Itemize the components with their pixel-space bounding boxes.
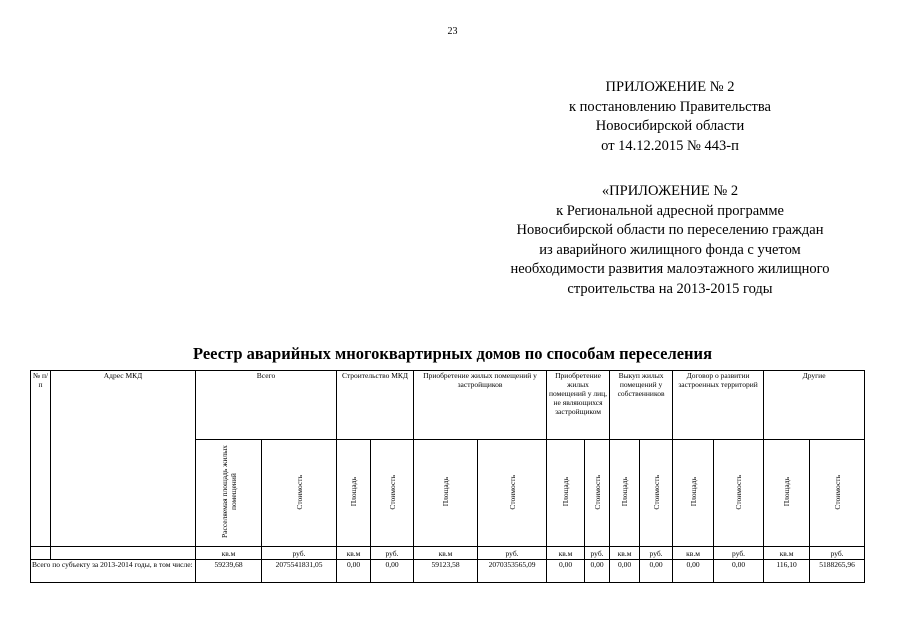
sub-header-cost bbox=[585, 440, 610, 547]
group-header-buyout-owners: Выкуп жилых помещений у собственников bbox=[610, 371, 673, 440]
total-cell: 59239,68 bbox=[196, 560, 262, 583]
sub-header-area bbox=[673, 440, 714, 547]
page-number: 23 bbox=[447, 26, 458, 37]
total-cell: 0,00 bbox=[547, 560, 585, 583]
sub-header-area-text: Площадь bbox=[349, 477, 358, 507]
total-row bbox=[31, 560, 865, 583]
sub-header-cost bbox=[714, 440, 764, 547]
sub-header-area bbox=[196, 440, 262, 547]
unit-cell: руб. bbox=[478, 547, 547, 560]
appendix-program-line: из аварийного жилищного фонда с учетом bbox=[539, 241, 801, 258]
sub-header-cost bbox=[640, 440, 673, 547]
total-cell: 0,00 bbox=[640, 560, 673, 583]
total-cell: 0,00 bbox=[585, 560, 610, 583]
sub-header-cost-text: Стоимость bbox=[651, 474, 661, 510]
unit-cell: кв.м bbox=[196, 547, 262, 560]
sub-header-cost bbox=[478, 440, 547, 547]
unit-cell: руб. bbox=[585, 547, 610, 560]
sub-header-area-text: Площадь bbox=[688, 477, 698, 507]
sub-header-area-text: Площадь bbox=[561, 477, 571, 507]
sub-header-area-text: Площадь bbox=[441, 477, 451, 507]
sub-header-cost bbox=[810, 440, 865, 547]
unit-cell: руб. bbox=[262, 547, 337, 560]
sub-header-area-text: Площадь bbox=[782, 477, 792, 507]
sub-header-cost-text: Стоимость bbox=[734, 474, 744, 510]
group-header-purchase-developers: Приобретение жилых помещений у застройщиков bbox=[414, 371, 547, 440]
total-cell: 59123,58 bbox=[414, 560, 478, 583]
unit-cell: кв.м bbox=[547, 547, 585, 560]
appendix-program-line: «ПРИЛОЖЕНИЕ № 2 bbox=[601, 183, 739, 199]
unit-cell: кв.м bbox=[764, 547, 810, 560]
sub-header-area-text: Расселяемая площадь жилых помещений bbox=[219, 445, 238, 539]
total-cell: 2070353565,09 bbox=[478, 560, 547, 583]
unit-cell: кв.м bbox=[610, 547, 640, 560]
total-cell: 0,00 bbox=[610, 560, 640, 583]
total-row-label: Всего по субъекту за 2013-2014 годы, в том числе: bbox=[31, 560, 196, 583]
sub-header-area bbox=[337, 440, 371, 547]
total-cell: 0,00 bbox=[714, 560, 764, 583]
sub-header-cost-text: Стоимость bbox=[294, 474, 304, 510]
appendix-decree-heading bbox=[470, 78, 870, 156]
sub-header-cost-text: Стоимость bbox=[387, 474, 397, 510]
column-header-address: Адрес МКД bbox=[51, 371, 196, 547]
column-header-number: № п/п bbox=[31, 371, 51, 547]
group-header-purchase-non-developers: Приобретение жилых помещений у лиц, не являющихся застройщиком bbox=[547, 371, 610, 440]
sub-header-cost bbox=[371, 440, 414, 547]
appendix-decree-line: к постановлению Правительства bbox=[569, 98, 771, 115]
unit-cell: руб. bbox=[640, 547, 673, 560]
sub-header-area bbox=[414, 440, 478, 547]
total-cell: 0,00 bbox=[673, 560, 714, 583]
total-cell: 2075541831,05 bbox=[262, 560, 337, 583]
total-cell: 0,00 bbox=[337, 560, 371, 583]
group-header-development-agreement: Договор о развитии застроенных территорий bbox=[673, 371, 764, 440]
units-row bbox=[31, 547, 865, 560]
total-cell: 0,00 bbox=[371, 560, 414, 583]
group-header-construction: Строительство МКД bbox=[337, 371, 414, 440]
appendix-decree-line: ПРИЛОЖЕНИЕ № 2 bbox=[605, 79, 735, 95]
units-cell-empty bbox=[51, 547, 196, 560]
unit-cell: руб. bbox=[714, 547, 764, 560]
sub-header-area bbox=[547, 440, 585, 547]
appendix-program-line: к Региональной адресной программе bbox=[556, 202, 784, 219]
units-cell-empty bbox=[31, 547, 51, 560]
appendix-program-line: необходимости развития малоэтажного жилищного bbox=[510, 261, 830, 277]
total-cell: 116,10 bbox=[764, 560, 810, 583]
appendix-program-line: Новосибирской области по переселению граждан bbox=[516, 222, 824, 238]
register-title: Реестр аварийных многоквартирных домов по способам переселения bbox=[193, 344, 712, 363]
unit-cell: кв.м bbox=[414, 547, 478, 560]
register-table bbox=[30, 370, 865, 583]
group-header-total: Всего bbox=[196, 371, 337, 440]
sub-header-area-text: Площадь bbox=[620, 477, 630, 507]
unit-cell: кв.м bbox=[337, 547, 371, 560]
unit-cell: руб. bbox=[810, 547, 865, 560]
unit-cell: кв.м bbox=[673, 547, 714, 560]
sub-header-cost-text: Стоимость bbox=[592, 474, 602, 510]
sub-header-cost-text: Стоимость bbox=[507, 474, 517, 510]
unit-cell: руб. bbox=[371, 547, 414, 560]
sub-header-cost bbox=[262, 440, 337, 547]
sub-header-area bbox=[764, 440, 810, 547]
sub-header-area bbox=[610, 440, 640, 547]
total-cell: 5188265,96 bbox=[810, 560, 865, 583]
appendix-program-heading bbox=[470, 182, 870, 299]
sub-header-cost-text: Стоимость bbox=[832, 474, 842, 510]
appendix-decree-line: Новосибирской области bbox=[595, 118, 745, 134]
appendix-decree-line: от 14.12.2015 № 443-п bbox=[601, 137, 739, 154]
group-header-other: Другие bbox=[764, 371, 865, 440]
appendix-program-line: строительства на 2013-2015 годы bbox=[567, 280, 773, 297]
